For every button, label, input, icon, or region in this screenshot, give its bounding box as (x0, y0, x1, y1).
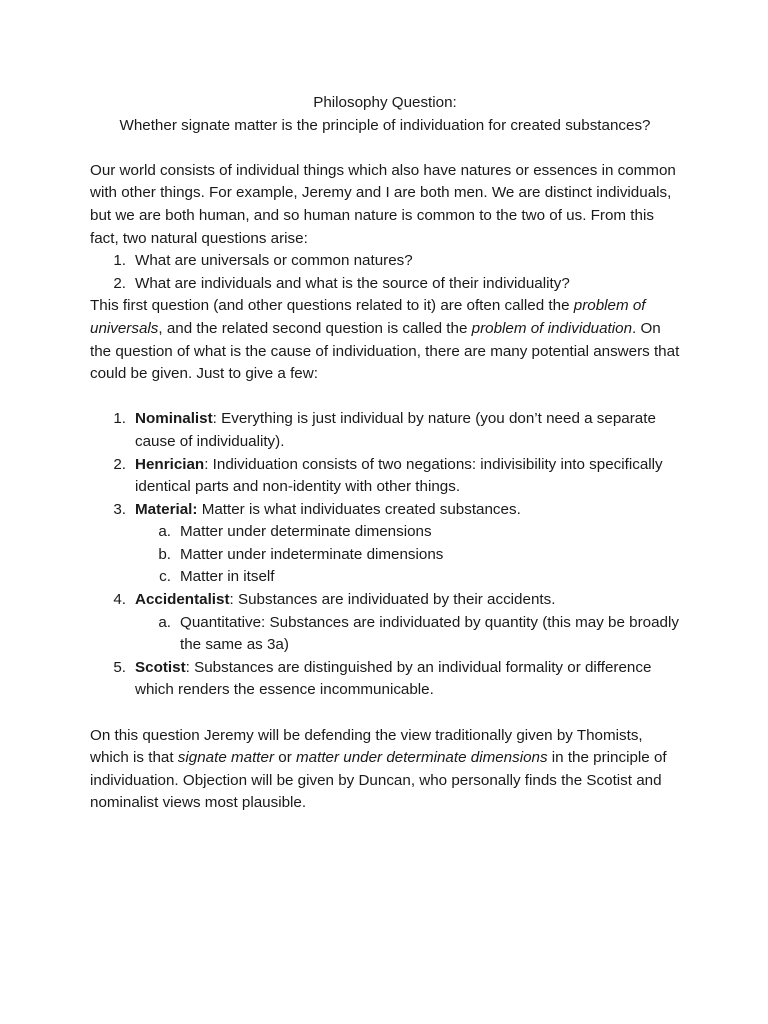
thomist-paragraph (90, 725, 680, 815)
emphasis-matter-under-determinate-dimensions: matter under determinate dimensions (296, 749, 548, 767)
text-run: , and the related second question is called the (158, 319, 472, 337)
view-sep: : (212, 410, 217, 428)
accidentalist-sub-list (135, 612, 680, 657)
list-item-text: What are individuals and what is the source of their individuality? (135, 274, 570, 292)
document-page (90, 92, 680, 815)
list-item (90, 273, 680, 296)
sub-list-item (135, 566, 680, 589)
list-item-scotist (90, 657, 680, 702)
text-run: This first question (and other questions related to it) are often called the (90, 297, 574, 315)
sub-list-item (135, 612, 680, 657)
list-marker: 1. (113, 252, 126, 270)
view-text: Matter is what individuates created substances. (197, 500, 521, 518)
view-text: Substances are individuated by their accidents. (233, 591, 556, 609)
sub-list-item (135, 544, 680, 567)
list-marker: 5. (113, 658, 126, 676)
list-item-material (90, 499, 680, 589)
document-question: Whether signate matter is the principle of individuation for created substances? (119, 116, 651, 134)
list-marker: c. (159, 568, 171, 586)
sub-item-text: Quantitative: Substances are individuated by quantity (this may be broadly the same as 3a) (180, 613, 679, 654)
view-term: Nominalist (135, 410, 213, 428)
spacer (90, 137, 680, 160)
view-term: Henrician (135, 455, 205, 473)
views-list (90, 408, 680, 702)
questions-list (90, 250, 680, 295)
view-term: Material: (135, 500, 198, 518)
view-term: Scotist (135, 658, 186, 676)
emphasis-signate-matter: signate matter (177, 749, 275, 767)
text-run: or (274, 749, 296, 767)
universals-paragraph (90, 295, 680, 385)
list-item-accidentalist (90, 589, 680, 657)
view-sep: : (185, 658, 190, 676)
text-run: On this question Jeremy will be defending the view traditionally given by Thomists, which is that (90, 726, 643, 767)
view-text: Individuation consists of two negations: indivisibility into specifically identical parts and non-identity with other things. (135, 455, 663, 496)
view-text: Everything is just individual by nature (you don’t need a separate cause of individuality). (135, 410, 656, 450)
text-run: in the principle of individuation. Objection will be given by Duncan, who personally finds the Scotist and nominalist views most plausible. (90, 749, 667, 812)
document-title: Philosophy Question: (313, 94, 457, 111)
list-item-nominalist (90, 408, 680, 453)
emphasis-problem-of-universals: problem of universals (90, 297, 646, 337)
list-marker: 2. (113, 455, 126, 473)
text-run: . On the question of what is the cause of individuation, there are many potential answers that could be given. Just to give a few: (90, 319, 680, 383)
emphasis-problem-of-individuation: problem of individuation (471, 319, 633, 337)
sub-list-item (135, 521, 680, 544)
list-marker: a. (158, 523, 171, 541)
list-marker: 1. (113, 410, 126, 428)
list-item (90, 250, 680, 273)
list-marker: 4. (113, 591, 126, 609)
spacer (90, 702, 680, 725)
view-text: Substances are distinguished by an individual formality or difference which renders the essence incommunicable. (135, 658, 652, 699)
intro-paragraph: Our world consists of individual things which also have natures or essences in common with other things. For example, Jeremy and I are both men. We are distinct individuals, but we are both human, and so human nature is common to the two of us. From this fact, two natural questions arise: (90, 161, 676, 247)
list-marker: b. (158, 545, 171, 563)
view-term: Accidentalist (135, 591, 230, 609)
sub-item-text: Matter under determinate dimensions (180, 523, 432, 541)
spacer (90, 386, 680, 409)
sub-item-text: Matter under indeterminate dimensions (180, 545, 444, 563)
sub-item-text: Matter in itself (180, 568, 275, 586)
material-sub-list (135, 521, 680, 589)
list-marker: 2. (113, 274, 126, 292)
list-item-henrician (90, 454, 680, 499)
view-sep: : (229, 591, 234, 609)
view-sep: : (204, 455, 209, 473)
list-item-text: What are universals or common natures? (135, 252, 413, 270)
list-marker: 3. (113, 500, 126, 518)
list-marker: a. (158, 613, 171, 631)
